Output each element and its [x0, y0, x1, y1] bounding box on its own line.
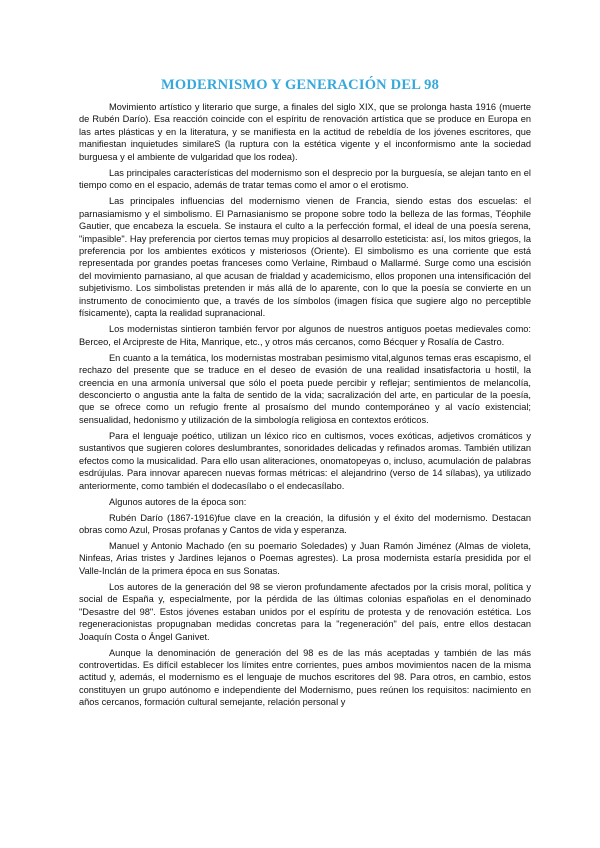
paragraph-poetas-medievales: Los modernistas sintieron también fervor por algunos de nuestros antiguos poetas medievales como: Berceo, el Arcipreste de Hita, Manrique, etc., y otros más cercanos, como Bécquer y Rosalía de Castro. [79, 324, 531, 347]
paragraph-ruben-dario: Rubén Darío (1867-1916)fue clave en la creación, la difusión y el éxito del modernismo. Destacan obras como Azul, Prosas profanas y Cantos de vida y esperanza. [79, 512, 531, 535]
paragraph-denominacion: Aunque la denominación de generación del 98 es de las más aceptadas y también de las más controvertidas. Es difícil establecer los límites entre corrientes, pues ambos movimientos nacen de la misma actitud y, además, el modernismo es el lenguaje de muchos escritores del 98. Para otros, en cambio, estos constituyen un grupo autónomo e independiente del Modernismo, pues reúnen los requisitos: nacimiento en años cercanos, formación cultural semejante, relación personal y [79, 647, 531, 708]
paragraph-intro: Movimiento artístico y literario que surge, a finales del siglo XIX, que se prolonga hasta 1916 (muerte de Rubén Darío). Esa reacción coincide con el espíritu de renovación artística que se produce en Europa en las artes plásticas y en la literatura, y se manifiesta en la actitud de rebeldía de los jóvenes escritores, que manifiestan inquietudes similareS (la ruptura con la estética vigente y el inconformismo ante la sociedad burguesa y el ambiente de vulgaridad que los rodea). [79, 102, 531, 162]
paragraph-caracteristicas: Las principales características del modernismo son el desprecio por la burguesía, se alejan tanto en el tiempo como en el espacio, además de tratar temas como el amor o el erotismo. [79, 167, 531, 191]
paragraph-influencias: Las principales influencias del modernismo vienen de Francia, siendo estas dos escuelas: el parnasiamismo y el simbolismo. El Parnasianismo se propone sobre todo la belleza de las formas, Téophile Gautier, que encabeza la escuela. Se instaura el culto a la perfección formal, el ideal de una poesía serena, "impasible". Hay preferencia por ciertos temas muy propicios al desarrollo esteticista: así, los mitos griegos, la preferencia por los ambientes exóticos y misteriosos (Oriente). El simbolismo es una corriente que está representada por grandes poetas franceses como Verlaine, Rimbaud o Mallarmé. Surge como una escisión del movimiento parnasiano, al que acusan de frialdad y academicismo, ellos proponen una intensificación del subjetivismo. Los simbolistas pretenden ir más allá de lo aparente, con lo que la poesía se convierte en un instrumento de conocimiento que, a través de los símbolos (imagen física que sugiere algo no perceptible físicamente), capta la realidad supranacional. [79, 196, 531, 319]
paragraph-machado-jimenez: Manuel y Antonio Machado (en su poemario Soledades) y Juan Ramón Jiménez (Almas de violeta, Ninfeas, Arias tristes y Jardines lejanos o Poemas agrestes). La prosa modernista estaría presidida por el Valle-Inclán de la primera época en sus Sonatas. [79, 540, 531, 576]
paragraph-tematica: En cuanto a la temática, los modernistas mostraban pesimismo vital,algunos temas eras escapismo, el rechazo del presente que se traduce en el deseo de evasión de una realidad insatisfactoria u hostil, la creencia en una armonía universal que sólo el poeta puede percibir y reflejar; sentimientos de melancolía, desconcierto o angustia ante la falta de sentido de la vida; sacralización del arte, en particular de la poesía, que se ofrece como un refugio frente al prosaísmo del mundo contemporáneo y al vacío existencial; sensualidad, hedonismo y utilización de la simbología religiosa en contextos eróticos. [79, 352, 531, 425]
paragraph-autores-intro: Algunos autores de la época son: [109, 496, 247, 507]
paragraph-lenguaje-poetico: Para el lenguaje poético, utilizan un léxico rico en cultismos, voces exóticas, adjetivos cromáticos y sustantivos que sugieren colores deslumbrantes, sonoridades delicadas y refinados aromas. También utilizan efectos como la musicalidad. Para ello usan aliteraciones, onomatopeyas o, incluso, acumulación de palabras esdrújulas. Para innovar aparecen nuevas formas métricas: el alejandrino (verso de 14 sílabas), ya utilizado anteriormente, como también el dodecasílabo o el endecasílabo. [79, 430, 531, 491]
document-body [79, 101, 531, 712]
paragraph-generacion-98: Los autores de la generación del 98 se vieron profundamente afectados por la crisis moral, política y social de España y, especialmente, por la pérdida de las últimas colonias españolas en el denominado "Desastre del 98". Estos jóvenes estaban unidos por el espíritu de protesta y de renovación estética. Los regeneracionistas propugnaban medidas concretas para la "regeneración" del país, entre ellos destacan Joaquín Costa o Ángel Ganivet. [79, 581, 531, 642]
document-title: MODERNISMO Y GENERACIÓN DEL 98 [160, 77, 440, 93]
